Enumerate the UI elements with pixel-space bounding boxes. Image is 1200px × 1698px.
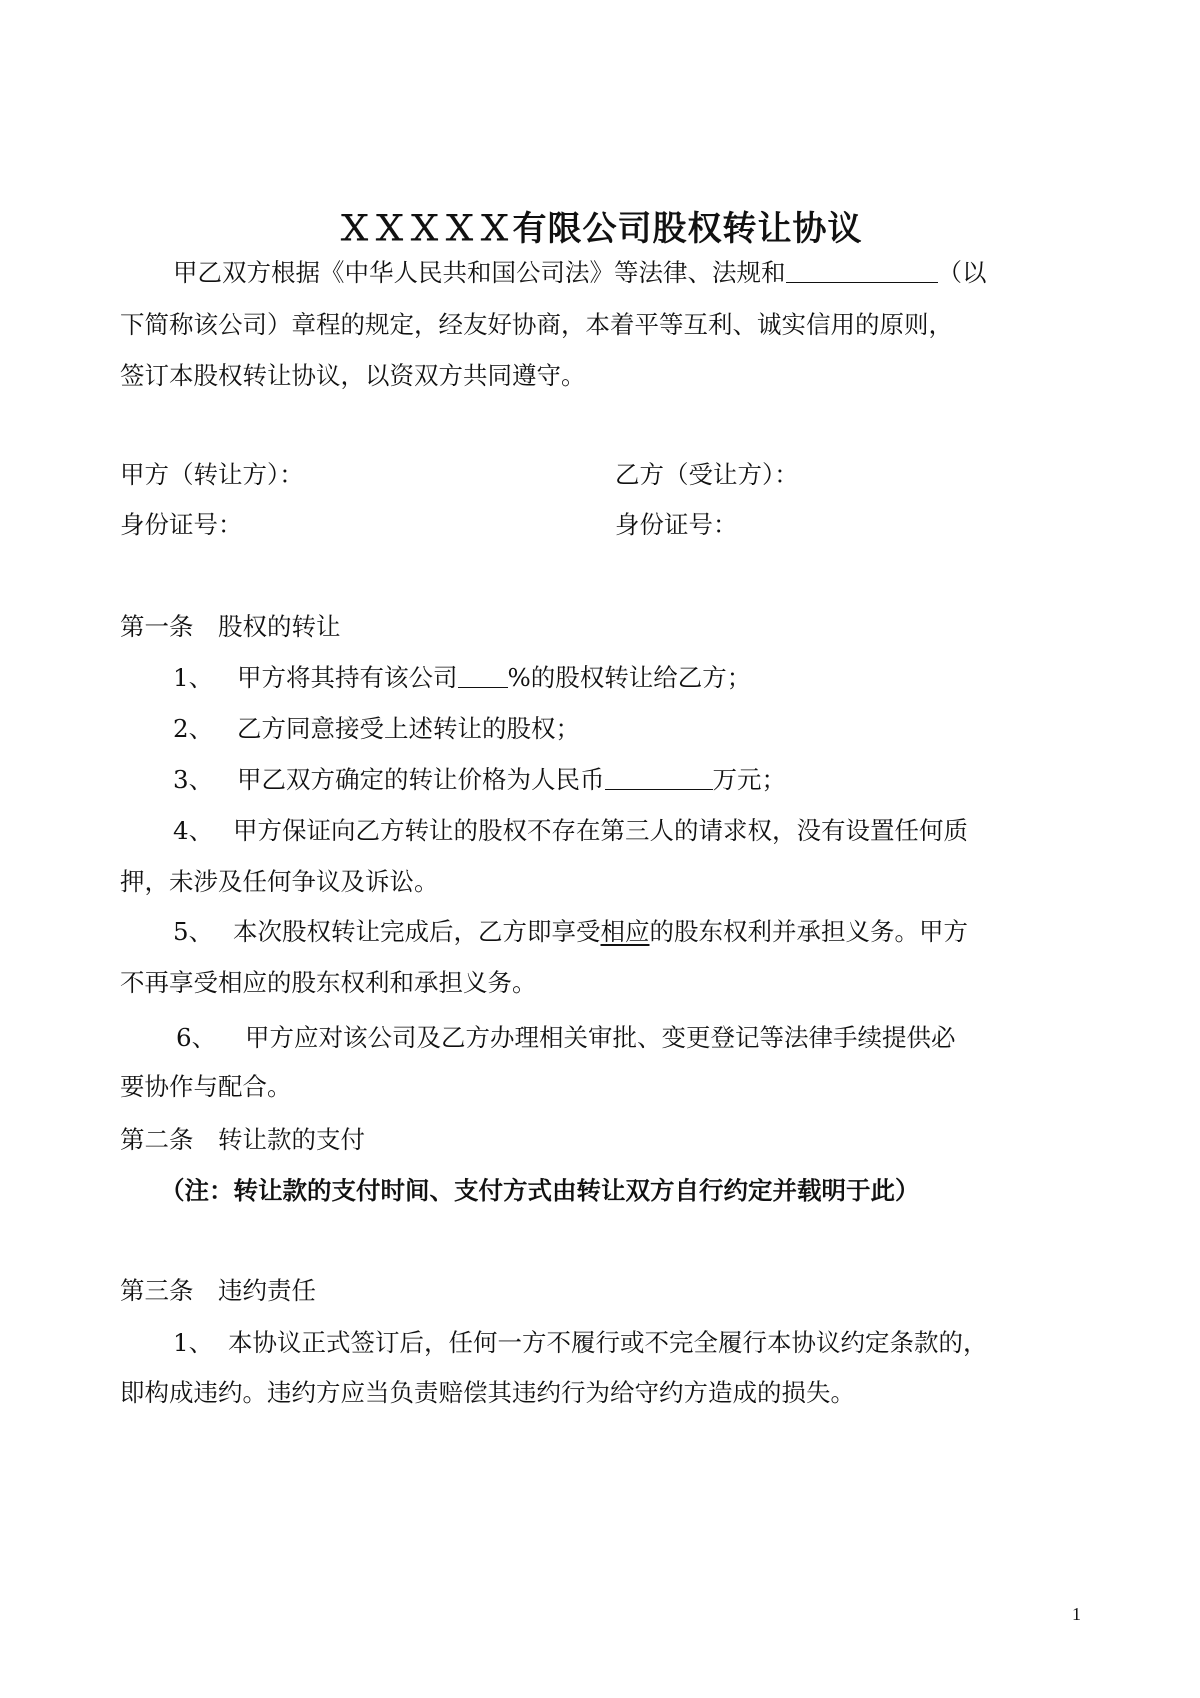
item-number: 5、 — [173, 917, 214, 946]
article-1-item-1 — [173, 660, 751, 696]
item-4-text: 甲方保证向乙方转让的股权不存在第三人的请求权，没有设置任何质 — [233, 816, 968, 845]
page-number: 1 — [1072, 1604, 1081, 1624]
party-b-id-label: 身份证号： — [615, 510, 738, 539]
item-number: 1、 — [173, 663, 214, 692]
preamble-line-1-text: 甲乙双方根据《中华人民共和国公司法》等法律、法规和 — [173, 258, 786, 287]
preamble-line-1-end: （以 — [937, 258, 987, 287]
share-percent-blank[interactable] — [458, 663, 508, 688]
article-3-item-1-text: 本协议正式签订后，任何一方不履行或不完全履行本协议约定条款的， — [228, 1328, 988, 1357]
item-3-text: 甲乙双方确定的转让价格为人民币 — [237, 765, 605, 794]
article-1-item-6-line-2: 要协作与配合。 — [120, 1072, 292, 1101]
item-6-text: 甲方应对该公司及乙方办理相关审批、变更登记等法律手续提供必 — [245, 1023, 956, 1052]
party-a-id-label: 身份证号： — [120, 510, 243, 539]
article-3-item-1-line-1 — [173, 1325, 988, 1361]
article-2-heading: 第二条 转让款的支付 — [120, 1125, 365, 1154]
article-1-item-5-line-1 — [173, 914, 968, 950]
article-2-note: （注：转让款的支付时间、支付方式由转让双方自行约定并载明于此） — [160, 1176, 920, 1205]
price-blank[interactable] — [605, 765, 713, 790]
preamble-line-3: 签订本股权转让协议，以资双方共同遵守。 — [120, 361, 586, 390]
company-name-blank[interactable] — [786, 258, 938, 283]
article-1-item-4-line-1 — [173, 813, 968, 849]
article-1-item-2 — [173, 711, 580, 747]
article-1-heading: 第一条 股权的转让 — [120, 612, 341, 641]
article-1-item-5-line-2: 不再享受相应的股东权利和承担义务。 — [120, 968, 537, 997]
item-2-text: 乙方同意接受上述转让的股权； — [237, 714, 580, 743]
item-3-text-end: 万元； — [712, 765, 786, 794]
item-number: 3、 — [173, 765, 214, 794]
article-3-item-1-line-2: 即构成违约。违约方应当负责赔偿其违约行为给守约方造成的损失。 — [120, 1378, 855, 1407]
preamble-line-1 — [173, 255, 987, 291]
item-number: 2、 — [173, 714, 214, 743]
item-5-text: 本次股权转让完成后，乙方即享受 — [233, 917, 601, 946]
item-number: 6、 — [176, 1023, 217, 1052]
item-5-underlined-text: 相应 — [600, 917, 650, 946]
party-b-label: 乙方（受让方）： — [615, 460, 799, 489]
article-1-item-6-line-1 — [176, 1020, 956, 1056]
preamble-line-2: 下简称该公司）章程的规定，经友好协商，本着平等互利、诚实信用的原则， — [120, 310, 953, 339]
party-a-label: 甲方（转让方）： — [120, 460, 304, 489]
item-1-text-end: %的股权转让给乙方； — [507, 663, 752, 692]
item-number: 4、 — [173, 816, 214, 845]
article-1-item-4-line-2: 押，未涉及任何争议及诉讼。 — [120, 867, 439, 896]
article-3-heading: 第三条 违约责任 — [120, 1276, 316, 1305]
item-1-text: 甲方将其持有该公司 — [237, 663, 458, 692]
item-number: 1、 — [173, 1328, 214, 1357]
item-5-text-end: 的股东权利并承担义务。甲方 — [649, 917, 968, 946]
article-1-item-3 — [173, 762, 786, 798]
document-title: ＸＸＸＸＸ有限公司股权转让协议 — [337, 209, 863, 249]
